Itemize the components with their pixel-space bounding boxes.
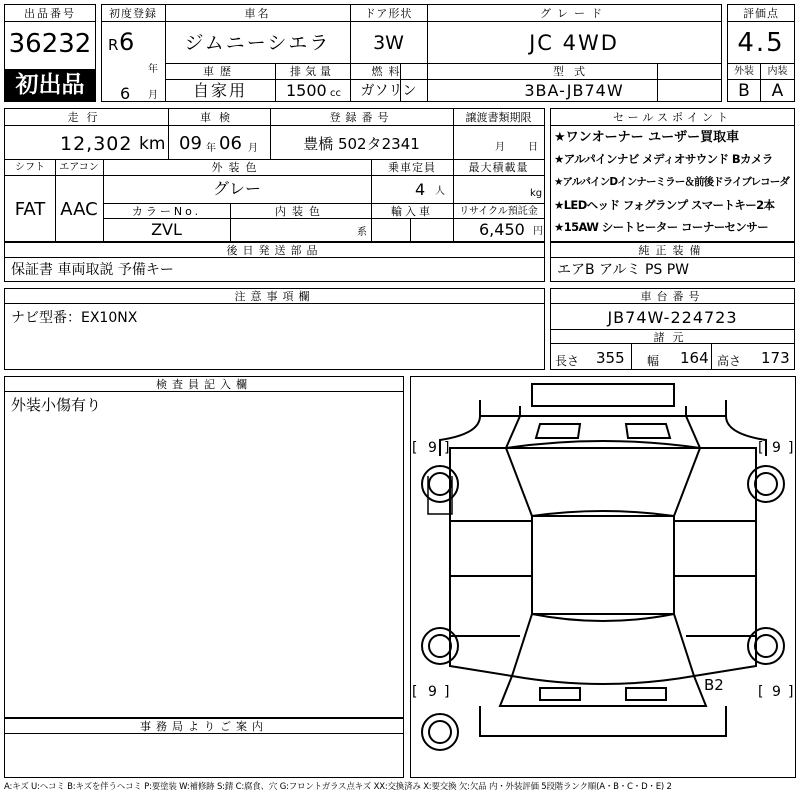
tire-depth-rl-value: 9 (428, 684, 437, 700)
lot-number: 36232 (8, 29, 92, 59)
max-load-label: 最大積載量 (468, 161, 529, 174)
spec-height-value: 173 (761, 349, 790, 367)
bracket: [ (758, 440, 764, 456)
later-parts-label: 後日発送部品 (226, 244, 323, 257)
fuel-label: 燃料 (371, 65, 406, 78)
first-reg-year-unit: 年 (148, 64, 158, 75)
later-parts-box (4, 242, 545, 282)
ext-color-label: 外装色 (211, 161, 263, 174)
score-value: 4.5 (737, 28, 785, 58)
interior-grade-label: 内装 (767, 66, 788, 77)
capacity-unit: 人 (435, 186, 445, 197)
chassis-value: JB74W-224723 (607, 308, 738, 327)
registration-label: 登録番号 (329, 111, 394, 124)
notes-box (4, 288, 545, 370)
exterior-grade-value: B (738, 81, 750, 101)
tire-depth-rr-value: 9 (772, 684, 781, 700)
equipment-box (550, 242, 795, 282)
shift-value: FAT (14, 199, 46, 220)
score-label: 評価点 (743, 7, 779, 20)
mileage-value: 12,302 (60, 133, 133, 155)
history-value: 自家用 (192, 81, 247, 100)
first-reg-month: 6 (120, 84, 131, 103)
bracket: ] (444, 440, 450, 456)
car-name-label: 車名 (244, 7, 271, 20)
capacity-label: 乗車定員 (388, 161, 436, 174)
office-label: 事務局よりご案内 (140, 720, 268, 733)
notes-value: ナビ型番：EX10NX (11, 310, 138, 326)
later-parts-value: 保証書 車両取説 予備キー (11, 262, 174, 278)
bracket: ] (788, 440, 794, 456)
int-color-suffix: 系 (357, 227, 367, 238)
displacement-value: 1500 (286, 81, 327, 100)
equipment-value: エアB アルミ PS PW (557, 262, 690, 278)
grade-label: グレード (540, 7, 608, 20)
score-box (727, 4, 795, 102)
sales-point-item: ★LEDヘッド フォグランプ スマートキー2本 (554, 198, 775, 212)
first-reg-label: 初度登録 (109, 7, 157, 20)
spec-width-label: 幅 (647, 354, 660, 368)
inspection-year: 09 (179, 133, 202, 154)
tire-depth-front-left: [ (412, 440, 418, 456)
transfer-month-unit: 月 (495, 142, 505, 153)
max-load-unit: kg (530, 188, 543, 199)
recycle-label: リサイクル預託金 (459, 206, 538, 217)
office-box (4, 718, 404, 778)
model-code-label: 型式 (553, 65, 595, 78)
equipment-label: 純正装備 (638, 244, 707, 257)
history-label: 車歴 (203, 65, 237, 78)
inspection-month-unit: 月 (248, 143, 258, 154)
registration-value: 豊橋 502タ2341 (303, 135, 420, 153)
sales-point-item: ★15AW シートヒーター コーナーセンサー (554, 220, 768, 234)
inspector-value: 外装小傷有り (11, 396, 102, 414)
tire-depth-fr-value: 9 (772, 440, 781, 456)
color-no-value: ZVL (151, 220, 182, 239)
shift-label: シフト (15, 162, 45, 173)
header-box (101, 4, 722, 102)
inspection-year-unit: 年 (206, 143, 216, 154)
bracket: ] (788, 684, 794, 700)
mileage-unit: km (139, 134, 166, 154)
inspection-month: 06 (219, 133, 242, 154)
first-reg-year: 6 (119, 28, 135, 56)
bracket: ] (444, 684, 450, 700)
specs-label: 諸元 (653, 331, 692, 344)
grade-value: JC 4WD (529, 31, 619, 55)
chassis-box (550, 288, 795, 370)
tire-depth-fl-value: 9 (428, 440, 437, 456)
displacement-label: 排気量 (290, 65, 335, 78)
notes-label: 注意事項欄 (234, 290, 315, 303)
door-label: ドア形状 (364, 7, 413, 20)
sales-point-item: ★ワンオーナー ユーザー買取車 (554, 130, 740, 145)
first-reg-era: R (108, 36, 119, 54)
sales-points-label: セールスポイント (612, 111, 732, 124)
bracket: [ (758, 684, 764, 700)
int-color-label: 内装色 (275, 205, 326, 218)
bracket: [ (412, 684, 418, 700)
mileage-label: 走行 (67, 111, 106, 124)
ext-color-value: グレー (212, 179, 261, 198)
inspector-label: 検査員記入欄 (156, 378, 252, 391)
capacity-value: 4 (415, 180, 426, 199)
import-label: 輸入車 (391, 205, 433, 218)
exterior-grade-label: 外装 (734, 66, 754, 77)
first-reg-month-unit: 月 (148, 90, 158, 101)
inspector-box (4, 376, 404, 718)
aircon-label: エアコン (59, 162, 99, 173)
color-no-label: カラーNo. (131, 205, 202, 218)
recycle-unit: 円 (533, 226, 543, 237)
spec-length-value: 355 (596, 349, 625, 367)
inspection-label: 車検 (200, 111, 238, 124)
spec-length-label: 長さ (555, 354, 580, 368)
interior-grade-value: A (771, 81, 784, 101)
damage-mark-b2: B2 (704, 676, 724, 694)
lot-box (4, 4, 96, 102)
car-name-value: ジムニーシエラ (184, 32, 331, 54)
sales-point-item: ★アルパインナビ メディオサウンド Bカメラ (554, 152, 773, 166)
transfer-deadline-label: 譲渡書類期限 (465, 111, 532, 124)
lot-label: 出品番号 (24, 7, 76, 20)
legend-text: A:キズ U:ヘコミ B:キズを伴うヘコミ P:要塗装 W:補修跡 S:錆 C:腐食、穴 G:フロントガラス点キズ XX:交換済み X:要交換 欠:欠品 内・外装評価 5段階ランク順(A・B・C・D・E) 2 (4, 782, 672, 792)
transfer-day-unit: 日 (528, 142, 538, 153)
first-listing-text: 初出品 (15, 72, 85, 98)
spec-height-label: 高さ (717, 354, 742, 368)
aircon-value: AAC (60, 199, 98, 220)
chassis-label: 車台番号 (640, 290, 705, 303)
fuel-value: ガソリン (360, 83, 417, 99)
displacement-unit: cc (330, 88, 341, 99)
spec-width-value: 164 (680, 349, 709, 367)
recycle-value: 6,450 (479, 220, 525, 239)
sales-point-item: ★アルパインDインナーミラー＆前後ドライブレコーダ (554, 176, 789, 188)
door-value: 3W (373, 32, 404, 54)
model-code-value: 3BA-JB74W (524, 81, 624, 100)
vehicle-damage-diagram (410, 376, 796, 778)
sales-points-box (550, 108, 795, 242)
vehicle-info-box (4, 108, 545, 242)
